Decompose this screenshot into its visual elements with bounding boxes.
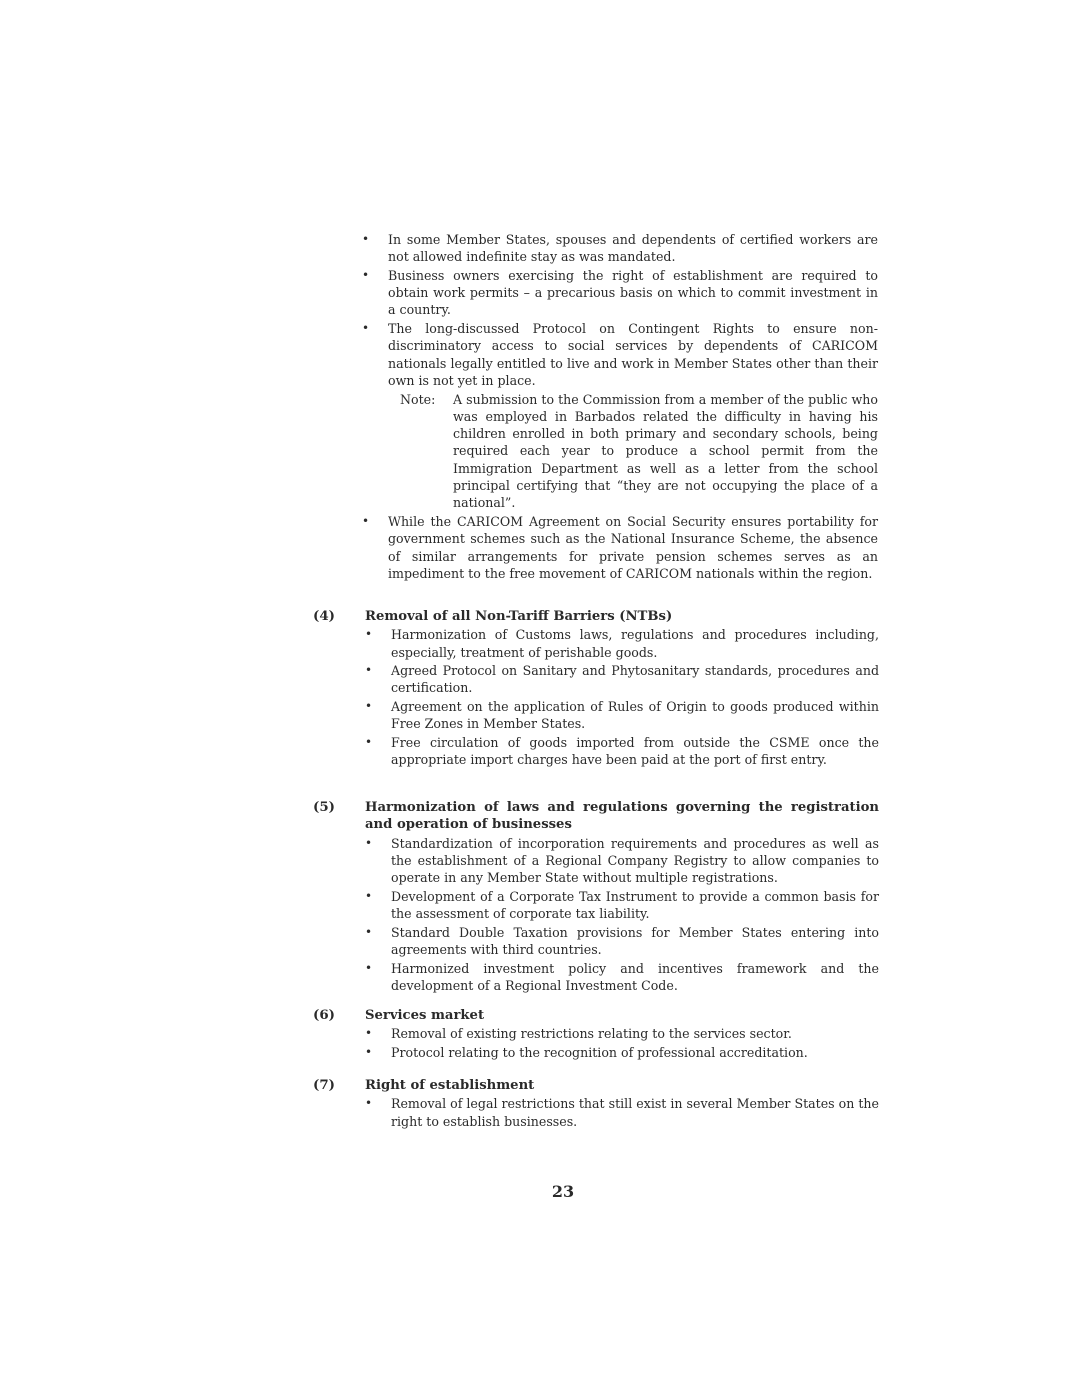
section-bullet-list	[313, 1095, 879, 1130]
note-label: Note:	[400, 391, 436, 407]
section-heading: Removal of all Non-Tariff Barriers (NTBs)	[365, 609, 673, 624]
section-bullet-list	[313, 835, 879, 995]
list-item: • Removal of existing restrictions relating to the services sector.	[365, 1025, 879, 1042]
section-heading: Right of establishment	[365, 1078, 535, 1093]
note-block	[362, 391, 878, 512]
list-item: • While the CARICOM Agreement on Social Security ensures portability for government schemes such as the National Insurance Scheme, the absence of similar arrangements for private pension schemes serves as an impediment to the free movement of CARICOM nationals within the region.	[362, 513, 878, 582]
list-item: • Standard Double Taxation provisions for Member States entering into agreements with third countries.	[365, 924, 879, 959]
list-item: • Removal of legal restrictions that still exist in several Member States on the right to establish businesses.	[365, 1095, 879, 1130]
list-item: • Agreement on the application of Rules of Origin to goods produced within Free Zones in Member States.	[365, 698, 879, 733]
intro-bullet-list	[362, 231, 878, 583]
section-6	[313, 1007, 879, 1062]
list-item: • Development of a Corporate Tax Instrument to provide a common basis for the assessment of corporate tax liability.	[365, 888, 879, 923]
list-item: • Protocol relating to the recognition of professional accreditation.	[365, 1044, 879, 1061]
note-text: A submission to the Commission from a member of the public who was employed in Barbados related the difficulty in having his children enrolled in both primary and secondary schools, being required each year to produce a school permit from the Immigration Department as well as a letter from the school principal certifying that “they are not occupying the place of a national”.	[453, 391, 878, 511]
section-bullet-list	[313, 1025, 879, 1061]
list-item: • Harmonization of Customs laws, regulations and procedures including, especially, treatment of perishable goods.	[365, 626, 879, 661]
section-5	[313, 799, 879, 995]
list-item: • Standardization of incorporation requirements and procedures as well as the establishment of a Regional Company Registry to allow companies to operate in any Member State without multiple registrations.	[365, 835, 879, 887]
list-item: • In some Member States, spouses and dependents of certified workers are not allowed indefinite stay as was mandated.	[362, 231, 878, 266]
section-bullet-list	[313, 626, 879, 768]
section-heading: Services market	[365, 1008, 485, 1023]
section-number: (6)	[313, 1007, 335, 1023]
list-item: • Agreed Protocol on Sanitary and Phytosanitary standards, procedures and certification.	[365, 662, 879, 697]
list-item: • Free circulation of goods imported from outside the CSME once the appropriate import charges have been paid at the port of first entry.	[365, 734, 879, 769]
section-number: (7)	[313, 1077, 335, 1093]
section-7	[313, 1077, 879, 1131]
list-item: • Harmonized investment policy and incentives framework and the development of a Regional Investment Code.	[365, 960, 879, 995]
list-item: • Business owners exercising the right of establishment are required to obtain work permits – a precarious basis on which to commit investment in a country.	[362, 267, 878, 319]
page-number: 23	[551, 1182, 575, 1201]
section-number: (4)	[313, 608, 335, 624]
section-4	[313, 608, 879, 770]
section-heading: Harmonization of laws and regulations governing the registration and operation of businesses	[365, 800, 879, 833]
section-number: (5)	[313, 799, 335, 815]
list-item: • The long-discussed Protocol on Contingent Rights to ensure non-discriminatory access to social services by dependents of CARICOM nationals legally entitled to live and work in Member States other than their own is not yet in place.	[362, 320, 878, 389]
